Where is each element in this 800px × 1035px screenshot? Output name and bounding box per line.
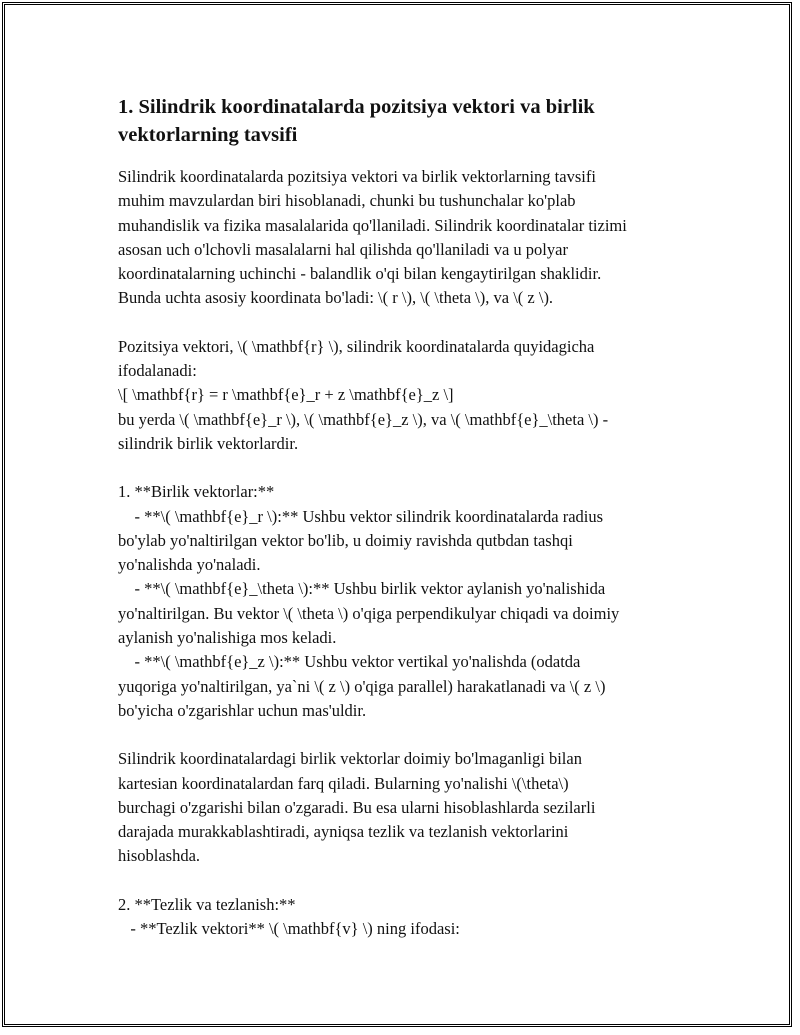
- text-line: aylanish yo'nalishiga mos keladi.: [118, 628, 337, 648]
- text-line: yo'nalishda yo'naladi.: [118, 555, 261, 575]
- text-line: Silindrik koordinatalardagi birlik vektorlar doimiy bo'lmaganligi bilan: [118, 749, 582, 769]
- text-line: bo'ylab yo'naltirilgan vektor bo'lib, u doimiy ravishda qutbdan tashqi: [118, 530, 573, 550]
- text-line: bu yerda \( \mathbf{e}_r \), \( \mathbf{e}_z \), va \( \mathbf{e}_\theta \) -: [118, 409, 609, 429]
- list-item: - **\( \mathbf{e}_\theta \):** Ushbu birlik vektor aylanish yo'nalishida: [118, 579, 606, 599]
- text-line: silindrik birlik vektorlardir.: [118, 433, 299, 453]
- text-line: kartesian koordinatalardan farq qiladi. Bularning yo'nalishi \(\theta\): [118, 773, 569, 793]
- list-heading: 2. **Tezlik va tezlanish:**: [118, 894, 296, 914]
- text-line: koordinatalarning uchinchi - balandlik o'qi bilan kengaytirilgan shaklidir.: [118, 264, 602, 284]
- title-line: vektorlarning tavsifi: [118, 124, 298, 146]
- paragraph-position-vector: [118, 335, 693, 456]
- title-line: 1. Silindrik koordinatalarda pozitsiya vektori va birlik: [118, 96, 595, 118]
- text-line: asosan uch o'lchovli masalalarni hal qilishda qo'llaniladi va u polyar: [118, 239, 568, 259]
- text-line: yo'naltirilgan. Bu vektor \( \theta \) o'qiga perpendikulyar chiqadi va doimiy: [118, 603, 620, 623]
- list-item: - **\( \mathbf{e}_r \):** Ushbu vektor silindrik koordinatalarda radius: [118, 506, 604, 526]
- list-heading: 1. **Birlik vektorlar:**: [118, 482, 275, 502]
- paragraph-velocity: [118, 893, 693, 942]
- text-line: darajada murakkablashtiradi, ayniqsa tezlik va tezlanish vektorlarini: [118, 822, 569, 842]
- list-item: - **Tezlik vektori** \( \mathbf{v} \) ning ifodasi:: [118, 919, 460, 939]
- paragraph-unit-vectors: [118, 480, 693, 723]
- list-item: - **\( \mathbf{e}_z \):** Ushbu vektor vertikal yo'nalishda (odatda: [118, 652, 581, 672]
- formula-line: \[ \mathbf{r} = r \mathbf{e}_r + z \mathbf{e}_z \]: [118, 385, 454, 405]
- text-line: hisoblashda.: [118, 846, 201, 866]
- text-line: yuqoriga yo'naltirilgan, ya`ni \( z \) o'qiga parallel) harakatlanadi va \( z \): [118, 676, 606, 696]
- text-line: muhim mavzulardan biri hisoblanadi, chunki bu tushunchalar ko'plab: [118, 191, 576, 211]
- text-line: Pozitsiya vektori, \( \mathbf{r} \), silindrik koordinatalarda quyidagicha: [118, 336, 595, 356]
- text-line: burchagi o'zgarishi bilan o'zgaradi. Bu esa ularni hisoblashlarda sezilarli: [118, 797, 596, 817]
- text-line: bo'yicha o'zgarishlar uchun mas'uldir.: [118, 700, 367, 720]
- text-line: muhandislik va fizika masalalarida qo'llaniladi. Silindrik koordinatalar tizimi: [118, 215, 627, 235]
- paragraph-cartesian-difference: [118, 747, 693, 868]
- paragraph-intro: [118, 165, 693, 311]
- document-title: [118, 93, 693, 149]
- text-line: Silindrik koordinatalarda pozitsiya vektori va birlik vektorlarning tavsifi: [118, 167, 596, 186]
- text-line: ifodalanadi:: [118, 361, 197, 381]
- text-line: Bunda uchta asosiy koordinata bo'ladi: \( r \), \( \theta \), va \( z \).: [118, 288, 554, 308]
- document-page: [118, 93, 693, 965]
